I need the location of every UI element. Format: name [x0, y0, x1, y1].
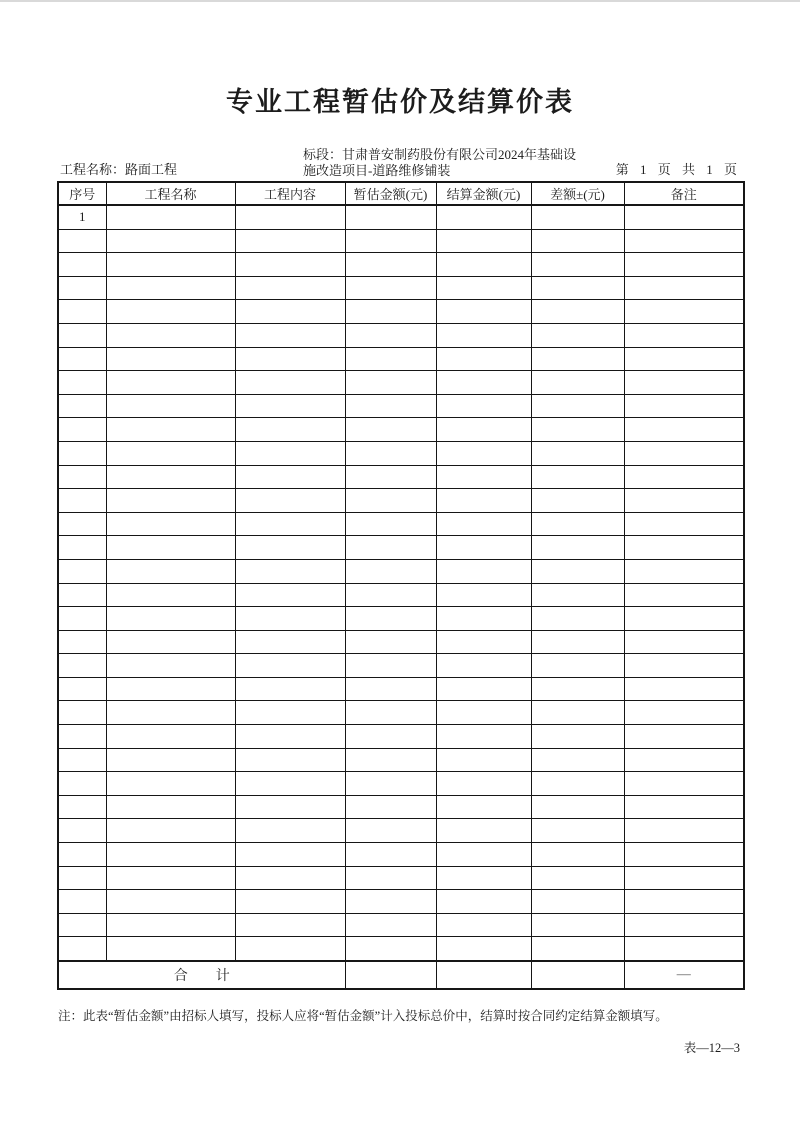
- table-cell: [436, 725, 531, 749]
- table-cell: [235, 559, 345, 583]
- table-header-row: [58, 182, 744, 205]
- table-row: [58, 866, 744, 890]
- footnote: 注：此表“暂估金额”由招标人填写，投标人应将“暂估金额”计入投标总价中，结算时按合同约定结算金额填写。: [58, 1009, 668, 1023]
- table-cell: [106, 866, 235, 890]
- table-cell: [624, 229, 744, 253]
- table-cell: [235, 418, 345, 442]
- table-cell: [235, 300, 345, 324]
- table-cell: [345, 913, 436, 937]
- table-cell: [531, 772, 624, 796]
- table-cell: [624, 890, 744, 914]
- table-cell: [436, 229, 531, 253]
- table-cell: [106, 394, 235, 418]
- table-cell: [531, 583, 624, 607]
- table-cell: [436, 253, 531, 277]
- table-cell: [235, 371, 345, 395]
- table-cell: [531, 489, 624, 513]
- table-cell: [531, 913, 624, 937]
- table-cell: [531, 607, 624, 631]
- table-cell: [235, 229, 345, 253]
- table-row: [58, 394, 744, 418]
- table-cell: [235, 583, 345, 607]
- table-cell: [58, 300, 106, 324]
- table-cell: [531, 300, 624, 324]
- table-cell: [235, 748, 345, 772]
- table-cell: [58, 937, 106, 961]
- table-row: [58, 701, 744, 725]
- column-header-4: 结算金额(元): [436, 182, 531, 205]
- table-cell: [106, 512, 235, 536]
- table-cell: [624, 725, 744, 749]
- table-cell: [345, 866, 436, 890]
- table-cell: [235, 795, 345, 819]
- table-row: [58, 253, 744, 277]
- table-cell: [531, 323, 624, 347]
- table-cell: [235, 465, 345, 489]
- table-cell: [624, 512, 744, 536]
- table-cell: [235, 323, 345, 347]
- table-cell: [624, 607, 744, 631]
- total-label: 合 计: [58, 961, 345, 989]
- table-cell: [436, 323, 531, 347]
- table-cell: [531, 819, 624, 843]
- table-cell: [624, 536, 744, 560]
- table-cell: [58, 489, 106, 513]
- table-cell: [624, 866, 744, 890]
- table-cell: [345, 418, 436, 442]
- table-cell: [345, 489, 436, 513]
- section-info: [303, 147, 613, 179]
- table-cell: [531, 890, 624, 914]
- table-cell: [235, 866, 345, 890]
- table-cell: [531, 654, 624, 678]
- table-cell: [531, 843, 624, 867]
- table-cell: [235, 843, 345, 867]
- table-cell: [345, 937, 436, 961]
- table-row: [58, 418, 744, 442]
- table-cell: [345, 536, 436, 560]
- table-cell: [106, 607, 235, 631]
- table-cell: [624, 465, 744, 489]
- total-value-cell: [531, 961, 624, 989]
- table-cell: [235, 819, 345, 843]
- table-cell: [235, 630, 345, 654]
- table-cell: [436, 418, 531, 442]
- table-cell: [531, 276, 624, 300]
- table-cell: [106, 489, 235, 513]
- table-cell: [436, 394, 531, 418]
- table-row: [58, 536, 744, 560]
- table-cell: [106, 465, 235, 489]
- table-cell: [345, 394, 436, 418]
- table-cell: [58, 630, 106, 654]
- table-cell: [624, 795, 744, 819]
- table-cell: [531, 394, 624, 418]
- table-cell: [624, 677, 744, 701]
- table-cell: [106, 300, 235, 324]
- table-cell: [106, 772, 235, 796]
- table-cell: [436, 890, 531, 914]
- table-cell: [345, 371, 436, 395]
- column-header-5: 差额±(元): [531, 182, 624, 205]
- table-cell: [345, 323, 436, 347]
- table-cell: [531, 205, 624, 229]
- table-cell: [106, 559, 235, 583]
- table-cell: [345, 748, 436, 772]
- table-head: [58, 182, 744, 205]
- table-row: [58, 795, 744, 819]
- table-cell: [531, 937, 624, 961]
- column-header-3: 暂估金额(元): [345, 182, 436, 205]
- table-row: [58, 913, 744, 937]
- column-header-1: 工程名称: [106, 182, 235, 205]
- table-cell: [531, 347, 624, 371]
- table-cell: [345, 677, 436, 701]
- table-cell: [531, 371, 624, 395]
- table-cell: [345, 347, 436, 371]
- table-row: [58, 300, 744, 324]
- table-cell: [436, 536, 531, 560]
- table-cell: [58, 347, 106, 371]
- table-cell: 1: [58, 205, 106, 229]
- table-cell: [235, 772, 345, 796]
- column-header-2: 工程内容: [235, 182, 345, 205]
- table-cell: [106, 937, 235, 961]
- table-row: [58, 465, 744, 489]
- table-cell: [436, 559, 531, 583]
- form-number: 表—12—3: [683, 1041, 740, 1055]
- table-cell: [624, 843, 744, 867]
- table-cell: [531, 418, 624, 442]
- table-cell: [436, 607, 531, 631]
- table-row: [58, 725, 744, 749]
- table-cell: [624, 559, 744, 583]
- table-cell: [436, 489, 531, 513]
- table-cell: [436, 654, 531, 678]
- table-row: [58, 559, 744, 583]
- table-cell: [531, 253, 624, 277]
- table-row: [58, 489, 744, 513]
- table-cell: [106, 701, 235, 725]
- table-body: [58, 205, 744, 961]
- table-cell: [58, 583, 106, 607]
- table-cell: [58, 418, 106, 442]
- total-value-cell: [436, 961, 531, 989]
- table-row: [58, 512, 744, 536]
- table-cell: [624, 323, 744, 347]
- table-cell: [345, 205, 436, 229]
- table-cell: [624, 276, 744, 300]
- table-cell: [58, 701, 106, 725]
- table-cell: [106, 205, 235, 229]
- table-cell: [58, 843, 106, 867]
- table-row: [58, 205, 744, 229]
- table-cell: [345, 772, 436, 796]
- table-cell: [624, 772, 744, 796]
- table-cell: [436, 347, 531, 371]
- table-row: [58, 843, 744, 867]
- table-cell: [58, 323, 106, 347]
- table-cell: [58, 725, 106, 749]
- table-cell: [624, 630, 744, 654]
- table-cell: [345, 276, 436, 300]
- table-cell: [436, 300, 531, 324]
- table-cell: [624, 654, 744, 678]
- table-cell: [436, 677, 531, 701]
- table-cell: [436, 630, 531, 654]
- table-cell: [624, 819, 744, 843]
- table-cell: [235, 536, 345, 560]
- table-cell: [58, 866, 106, 890]
- table-cell: [436, 748, 531, 772]
- table-cell: [436, 866, 531, 890]
- table-cell: [58, 677, 106, 701]
- table-cell: [436, 701, 531, 725]
- table-cell: [58, 465, 106, 489]
- table-row: [58, 583, 744, 607]
- table-cell: [58, 394, 106, 418]
- table-cell: [345, 300, 436, 324]
- table-cell: [531, 559, 624, 583]
- table-cell: [345, 843, 436, 867]
- table-row: [58, 630, 744, 654]
- table-cell: [58, 512, 106, 536]
- table-cell: [106, 913, 235, 937]
- table-cell: [235, 701, 345, 725]
- table-cell: [235, 205, 345, 229]
- table-cell: [436, 937, 531, 961]
- table-cell: [58, 795, 106, 819]
- table-cell: [106, 725, 235, 749]
- table-cell: [531, 725, 624, 749]
- table-cell: [58, 607, 106, 631]
- table-cell: [345, 654, 436, 678]
- table-cell: [531, 866, 624, 890]
- table-row: [58, 347, 744, 371]
- table-cell: [436, 843, 531, 867]
- provisional-price-table: [57, 181, 745, 990]
- table-cell: [235, 441, 345, 465]
- table-cell: [106, 323, 235, 347]
- table-cell: [58, 536, 106, 560]
- table-cell: [58, 229, 106, 253]
- total-remark: —: [624, 961, 744, 989]
- table-row: [58, 748, 744, 772]
- section-info-line2: 施改造项目-道路维修铺装: [303, 163, 451, 178]
- table-cell: [436, 795, 531, 819]
- table-cell: [58, 772, 106, 796]
- table-cell: [624, 583, 744, 607]
- table-cell: [106, 630, 235, 654]
- table-cell: [345, 465, 436, 489]
- table-cell: [345, 229, 436, 253]
- table-cell: [106, 276, 235, 300]
- table-cell: [58, 253, 106, 277]
- table-row: [58, 819, 744, 843]
- table-cell: [531, 536, 624, 560]
- table-cell: [106, 441, 235, 465]
- table-foot: [58, 961, 744, 989]
- table-cell: [235, 347, 345, 371]
- table-cell: [345, 441, 436, 465]
- total-row: [58, 961, 744, 989]
- table-cell: [106, 654, 235, 678]
- table-row: [58, 937, 744, 961]
- table-cell: [436, 205, 531, 229]
- table-cell: [106, 677, 235, 701]
- project-name-label: 工程名称：路面工程: [60, 162, 178, 177]
- table-cell: [345, 253, 436, 277]
- table-cell: [58, 276, 106, 300]
- table-cell: [436, 819, 531, 843]
- table-cell: [58, 371, 106, 395]
- table-cell: [106, 819, 235, 843]
- table-cell: [624, 937, 744, 961]
- table-cell: [58, 748, 106, 772]
- page-number: 第 1 页 共 1 页: [615, 162, 737, 177]
- column-header-0: 序号: [58, 182, 106, 205]
- table-cell: [345, 630, 436, 654]
- table-cell: [624, 253, 744, 277]
- table-cell: [531, 441, 624, 465]
- table-cell: [106, 418, 235, 442]
- table-cell: [436, 441, 531, 465]
- table-cell: [436, 276, 531, 300]
- table-cell: [235, 607, 345, 631]
- table-cell: [624, 418, 744, 442]
- table-cell: [235, 253, 345, 277]
- table-cell: [58, 890, 106, 914]
- table-cell: [58, 819, 106, 843]
- table-cell: [624, 748, 744, 772]
- table-row: [58, 772, 744, 796]
- table-cell: [106, 795, 235, 819]
- table-cell: [58, 654, 106, 678]
- table-cell: [531, 630, 624, 654]
- table-row: [58, 371, 744, 395]
- table-cell: [624, 913, 744, 937]
- table-cell: [345, 819, 436, 843]
- table-cell: [58, 913, 106, 937]
- table-row: [58, 323, 744, 347]
- total-value-cell: [345, 961, 436, 989]
- table-cell: [436, 583, 531, 607]
- table-row: [58, 607, 744, 631]
- table-cell: [106, 347, 235, 371]
- table-cell: [345, 795, 436, 819]
- table-cell: [345, 512, 436, 536]
- table-cell: [624, 371, 744, 395]
- table-row: [58, 229, 744, 253]
- table-row: [58, 441, 744, 465]
- table-cell: [531, 465, 624, 489]
- table-cell: [106, 843, 235, 867]
- table-cell: [436, 772, 531, 796]
- table-cell: [235, 913, 345, 937]
- table-cell: [531, 677, 624, 701]
- table-cell: [58, 559, 106, 583]
- table-cell: [345, 559, 436, 583]
- table-cell: [624, 441, 744, 465]
- table-cell: [235, 890, 345, 914]
- table-cell: [58, 441, 106, 465]
- table-cell: [624, 300, 744, 324]
- table-cell: [531, 701, 624, 725]
- table-cell: [624, 347, 744, 371]
- table-cell: [235, 394, 345, 418]
- section-info-line1: 标段：甘肃普安制药股份有限公司2024年基础设: [303, 147, 577, 162]
- table-cell: [531, 512, 624, 536]
- table-cell: [235, 725, 345, 749]
- table-cell: [624, 394, 744, 418]
- table-cell: [235, 512, 345, 536]
- table-cell: [531, 229, 624, 253]
- table-cell: [106, 229, 235, 253]
- table-cell: [235, 654, 345, 678]
- table-cell: [345, 890, 436, 914]
- table-row: [58, 890, 744, 914]
- table-cell: [624, 489, 744, 513]
- table-meta: [57, 140, 743, 180]
- table-cell: [436, 371, 531, 395]
- table-cell: [345, 725, 436, 749]
- table-cell: [345, 607, 436, 631]
- table-cell: [624, 205, 744, 229]
- table-cell: [106, 748, 235, 772]
- table-cell: [345, 583, 436, 607]
- table-cell: [235, 937, 345, 961]
- page-top-edge: [0, 0, 800, 2]
- table-cell: [106, 253, 235, 277]
- column-header-6: 备注: [624, 182, 744, 205]
- table-cell: [106, 583, 235, 607]
- table-row: [58, 654, 744, 678]
- table-cell: [106, 890, 235, 914]
- table-cell: [235, 677, 345, 701]
- table-cell: [235, 276, 345, 300]
- table-row: [58, 677, 744, 701]
- table-cell: [436, 465, 531, 489]
- table-cell: [235, 489, 345, 513]
- table-row: [58, 276, 744, 300]
- table-cell: [436, 913, 531, 937]
- table-cell: [436, 512, 531, 536]
- table-cell: [106, 371, 235, 395]
- table-cell: [531, 748, 624, 772]
- table-cell: [531, 795, 624, 819]
- page-title: 专业工程暂估价及结算价表: [226, 87, 574, 117]
- table-cell: [345, 701, 436, 725]
- table-cell: [624, 701, 744, 725]
- table-cell: [106, 536, 235, 560]
